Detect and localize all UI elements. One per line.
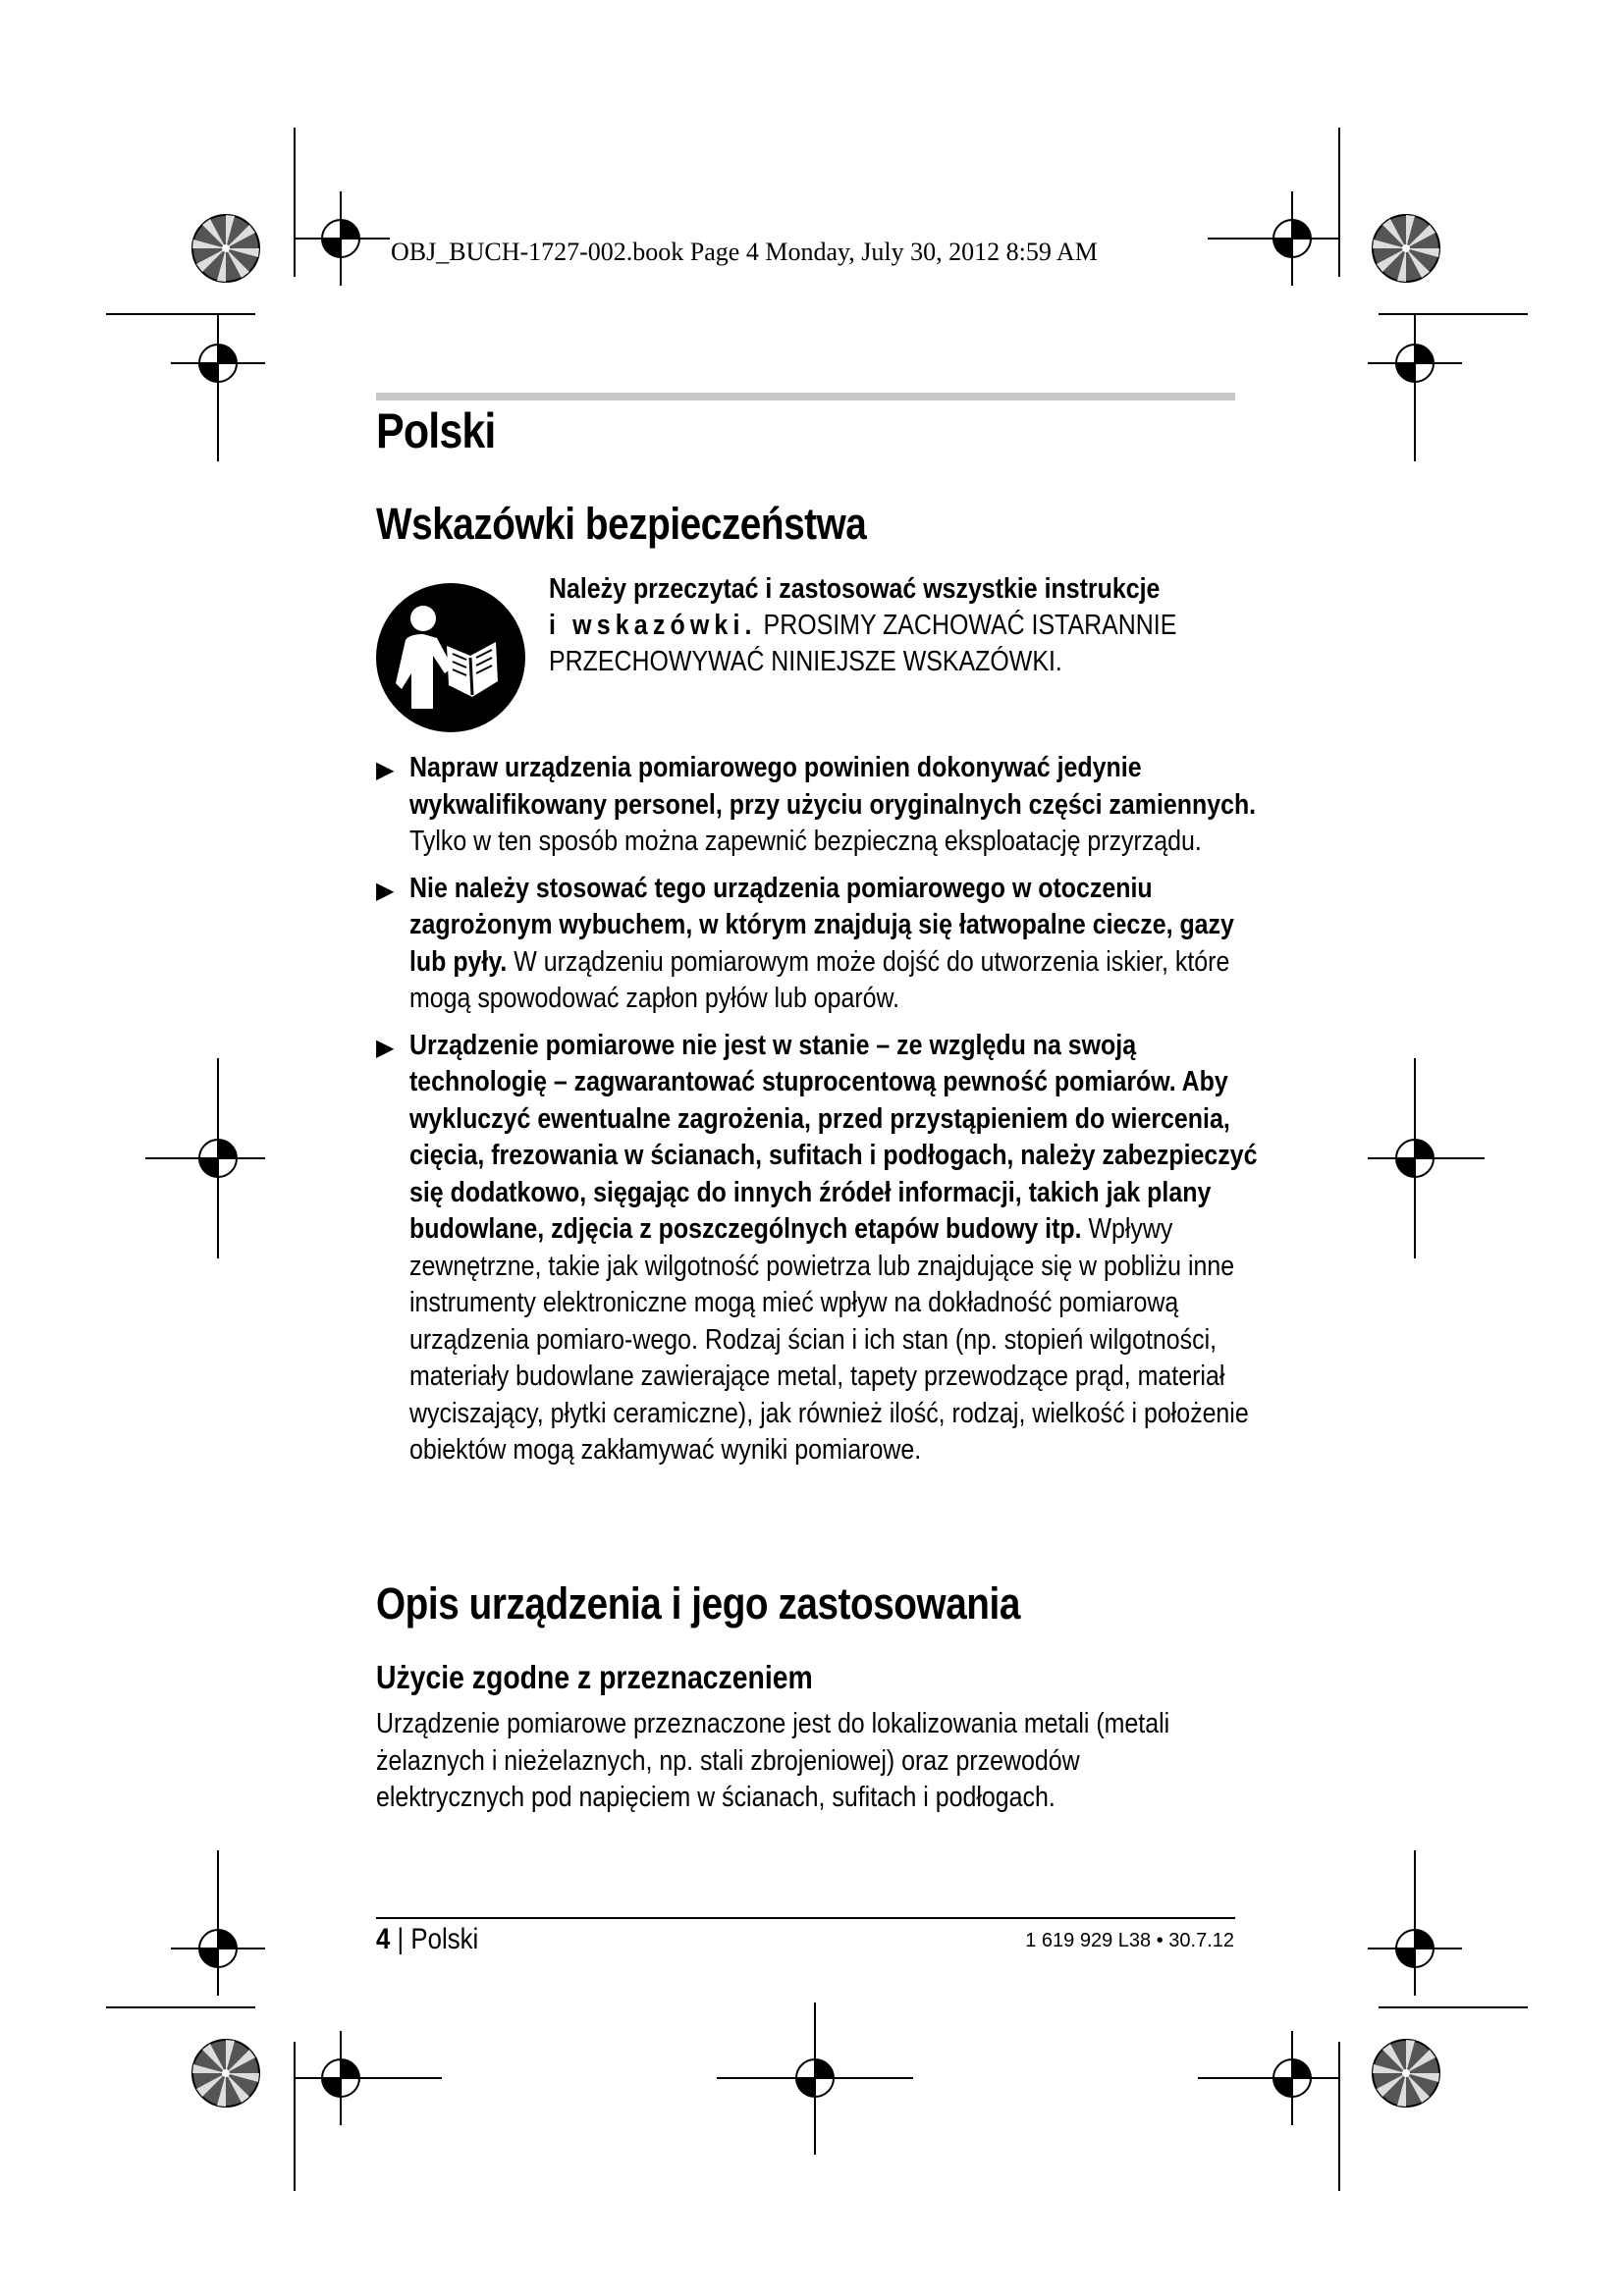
page-number: 4 [376,1923,391,1955]
intro-normal: PROSIMY ZACHOWAĆ ISTARANNIE PRZECHOWYWAĆ NINIEJSZE WSKAZÓWKI. [549,610,1177,677]
intro-text [549,571,1233,680]
bullet-normal-text: Wpływy zewnętrzne, takie jak wilgotność powietrza lub znajdujące się w pobliżu inne instrumenty elektroniczne mogą mieć wpływ na dokładność pomiarową urządzenia pomiaro-wego. Rodzaj ścian i ich stan (np. stopień wilgotności, materiały budowlane zawierające metal, tapety przewodzące prąd, materiał wyciszający, płytki ceramiczne), jak również ilość, rodzaj, wielkość i położenie obiektów mogą zakłamywać wyniki pomiarowe. [409,1213,1249,1466]
list-item [376,750,1257,861]
list-item [376,1028,1258,1469]
safety-bullet-list [376,750,1258,1479]
registration-star-icon [192,2040,259,2107]
book-header-line: OBJ_BUCH-1727-002.book Page 4 Monday, July 30, 2012 8:59 AM [391,238,1098,266]
registration-star-icon [1373,215,1439,282]
section-title-safety: Wskazówki bezpieczeństwa [376,499,867,549]
list-item [376,871,1240,1018]
footer-page-label [376,1923,478,1956]
use-paragraph: Urządzenie pomiarowe przeznaczone jest do lokalizowania metali (metali żelaznych i nieżelaznych, np. stali zbrojeniowej) oraz przewodów elektrycznych pod napięciem w ścianach, sufitach i podłogach. [376,1708,1170,1813]
section-title-description: Opis urządzenia i jego zastosowania [376,1578,1020,1629]
intro-bold: Należy przeczytać i zastosować wszystkie instrukcje [549,573,1161,605]
bullet-normal-text: W urządzeniu pomiarowym może dojść do utworzenia iskier, które mogą spowodować zapłon pyłów lub oparów. [409,945,1230,1014]
triangle-bullet-icon: ▶ [376,877,395,904]
footer-language: Polski [410,1923,479,1955]
bullet-bold-text: Napraw urządzenia pomiarowego powinien dokonywać jedynie wykwalifikowany personel, przy użyciu oryginalnych części zamiennych. [409,752,1257,821]
footer-doc-code: 1 619 929 L38 • 30.7.12 [1025,1930,1234,1951]
language-bar [376,393,1235,400]
bullet-bold-text: Urządzenie pomiarowe nie jest w stanie – ze względu na swoją technologię – zagwarantować stuprocentową pewność pomiarów. Aby wykluczyć ewentualne zagrożenia, przed przystąpieniem do wiercenia, cięcia, frezowania w ścianach, sufitach i podłogach, należy zabezpieczyć się dodatkowo, sięgając do innych źródeł informacji, takich jak plany budowlane, zdjęcia z poszczególnych etapów budowy itp. [409,1029,1258,1245]
bullet-normal-text: Tylko w ten sposób można zapewnić bezpieczną eksploatację przyrządu. [409,826,1202,857]
read-manual-icon [376,583,525,732]
registration-star-icon [1373,2040,1439,2107]
triangle-bullet-icon: ▶ [376,1034,395,1061]
footer-separator: | [397,1923,405,1955]
subsection-title-use: Użycie zgodne z przeznaczeniem [376,1659,813,1695]
registration-star-icon [192,215,259,282]
language-title: Polski [376,403,496,458]
triangle-bullet-icon: ▶ [376,757,395,783]
footer-rule [376,1917,1235,1919]
intro-spaced-bold: i wskazówki. [549,610,757,641]
bullet-bold-text: Nie należy stosować tego urządzenia pomiarowego w otoczeniu zagrożonym wybuchem, w którym znajdują się łatwopalne ciecze, gazy lub pyły. [409,872,1234,978]
